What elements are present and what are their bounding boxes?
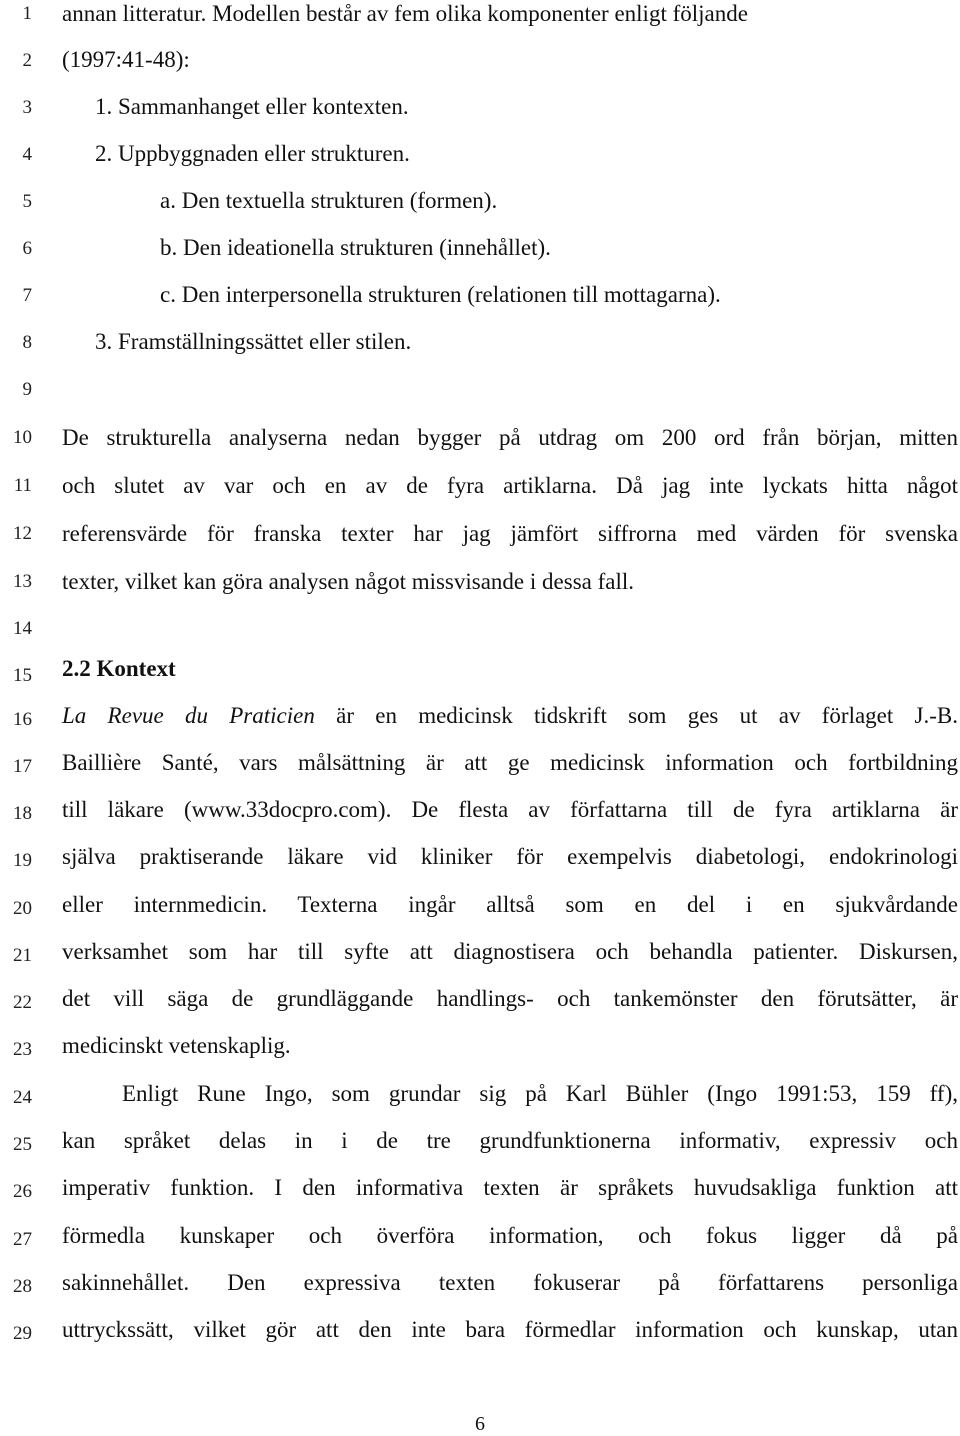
line-number: 4 — [22, 144, 32, 165]
list-item: 1. Sammanhanget eller kontexten. — [95, 94, 409, 119]
line-number: 10 — [13, 427, 32, 448]
body-text-line: och slutet av var och en av de fyra artiklarna. Då jag inte lyckats hitta något — [62, 473, 958, 498]
body-text-line: det vill säga de grundläggande handlings- och tankemönster den förutsätter, är — [62, 986, 958, 1011]
journal-title: La Revue du Praticien — [62, 703, 315, 728]
body-text-line: Enligt Rune Ingo, som grundar sig på Karl Bühler (Ingo 1991:53, 159 ff), — [122, 1081, 958, 1106]
line-number: 3 — [22, 97, 32, 118]
line-number: 22 — [13, 992, 32, 1013]
line-number: 2 — [22, 50, 32, 71]
line-number: 19 — [13, 850, 32, 871]
body-text-line: texter, vilket kan göra analysen något missvisande i dessa fall. — [62, 569, 635, 594]
line-number: 18 — [13, 803, 32, 824]
line-number: 28 — [13, 1276, 32, 1297]
body-text-line: verksamhet som har till syfte att diagnostisera och behandla patienter. Diskursen, — [62, 939, 958, 964]
line-number: 6 — [22, 238, 32, 259]
body-text-line: medicinskt vetenskaplig. — [62, 1033, 291, 1058]
line-number: 26 — [13, 1181, 32, 1202]
line-number: 8 — [22, 332, 32, 353]
line-number: 15 — [13, 665, 32, 686]
body-text-line: själva praktiserande läkare vid kliniker för exempelvis diabetologi, endokrinologi — [62, 844, 958, 869]
body-text-line: förmedla kunskaper och överföra information, och fokus ligger då på — [62, 1223, 958, 1248]
body-text-fragment: är en medicinsk tidskrift som ges ut av förlaget J.-B. — [314, 703, 958, 728]
line-number: 29 — [13, 1323, 32, 1344]
body-text-line: referensvärde för franska texter har jag jämfört siffrorna med värden för svenska — [62, 521, 958, 546]
line-number: 9 — [22, 379, 32, 400]
body-text-line: till läkare (www.33docpro.com). De flesta av författarna till de fyra artiklarna är — [62, 797, 958, 822]
list-subitem: b. Den ideationella strukturen (innehållet). — [160, 235, 551, 260]
page-number: 6 — [475, 1413, 485, 1435]
section-heading: 2.2 Kontext — [62, 656, 176, 681]
line-number: 1 — [22, 3, 32, 24]
line-number: 21 — [13, 945, 32, 966]
body-text-line: kan språket delas in i de tre grundfunktionerna informativ, expressiv och — [62, 1128, 958, 1153]
line-number: 16 — [13, 709, 32, 730]
line-number: 25 — [13, 1134, 32, 1155]
body-text-line: (1997:41-48): — [62, 47, 190, 72]
body-text-line: uttryckssätt, vilket gör att den inte bara förmedlar information och kunskap, utan — [62, 1317, 958, 1342]
line-number: 13 — [13, 571, 32, 592]
line-number: 12 — [13, 523, 32, 544]
line-number: 24 — [13, 1087, 32, 1108]
line-number: 17 — [13, 756, 32, 777]
line-number: 14 — [13, 618, 32, 639]
body-text-line: eller internmedicin. Texterna ingår alltså som en del i en sjukvårdande — [62, 892, 958, 917]
body-text-line: imperativ funktion. I den informativa texten är språkets huvudsakliga funktion att — [62, 1175, 958, 1200]
list-item: 2. Uppbyggnaden eller strukturen. — [95, 141, 410, 166]
line-number: 7 — [22, 285, 32, 306]
list-subitem: a. Den textuella strukturen (formen). — [160, 188, 498, 213]
line-number: 27 — [13, 1229, 32, 1250]
list-item: 3. Framställningssättet eller stilen. — [95, 329, 412, 354]
body-text-line: Baillière Santé, vars målsättning är att ge medicinsk information och fortbildning — [62, 750, 958, 775]
body-text-line — [62, 702, 958, 730]
line-number: 5 — [22, 191, 32, 212]
line-number: 23 — [13, 1039, 32, 1060]
list-subitem: c. Den interpersonella strukturen (relationen till mottagarna). — [160, 282, 721, 307]
body-text-line: sakinnehållet. Den expressiva texten fokuserar på författarens personliga — [62, 1270, 958, 1295]
body-text-line: annan litteratur. Modellen består av fem olika komponenter enligt följande — [62, 1, 748, 26]
line-number: 11 — [13, 475, 32, 496]
line-number: 20 — [13, 898, 32, 919]
body-text-line: De strukturella analyserna nedan bygger på utdrag om 200 ord från början, mitten — [62, 425, 958, 450]
